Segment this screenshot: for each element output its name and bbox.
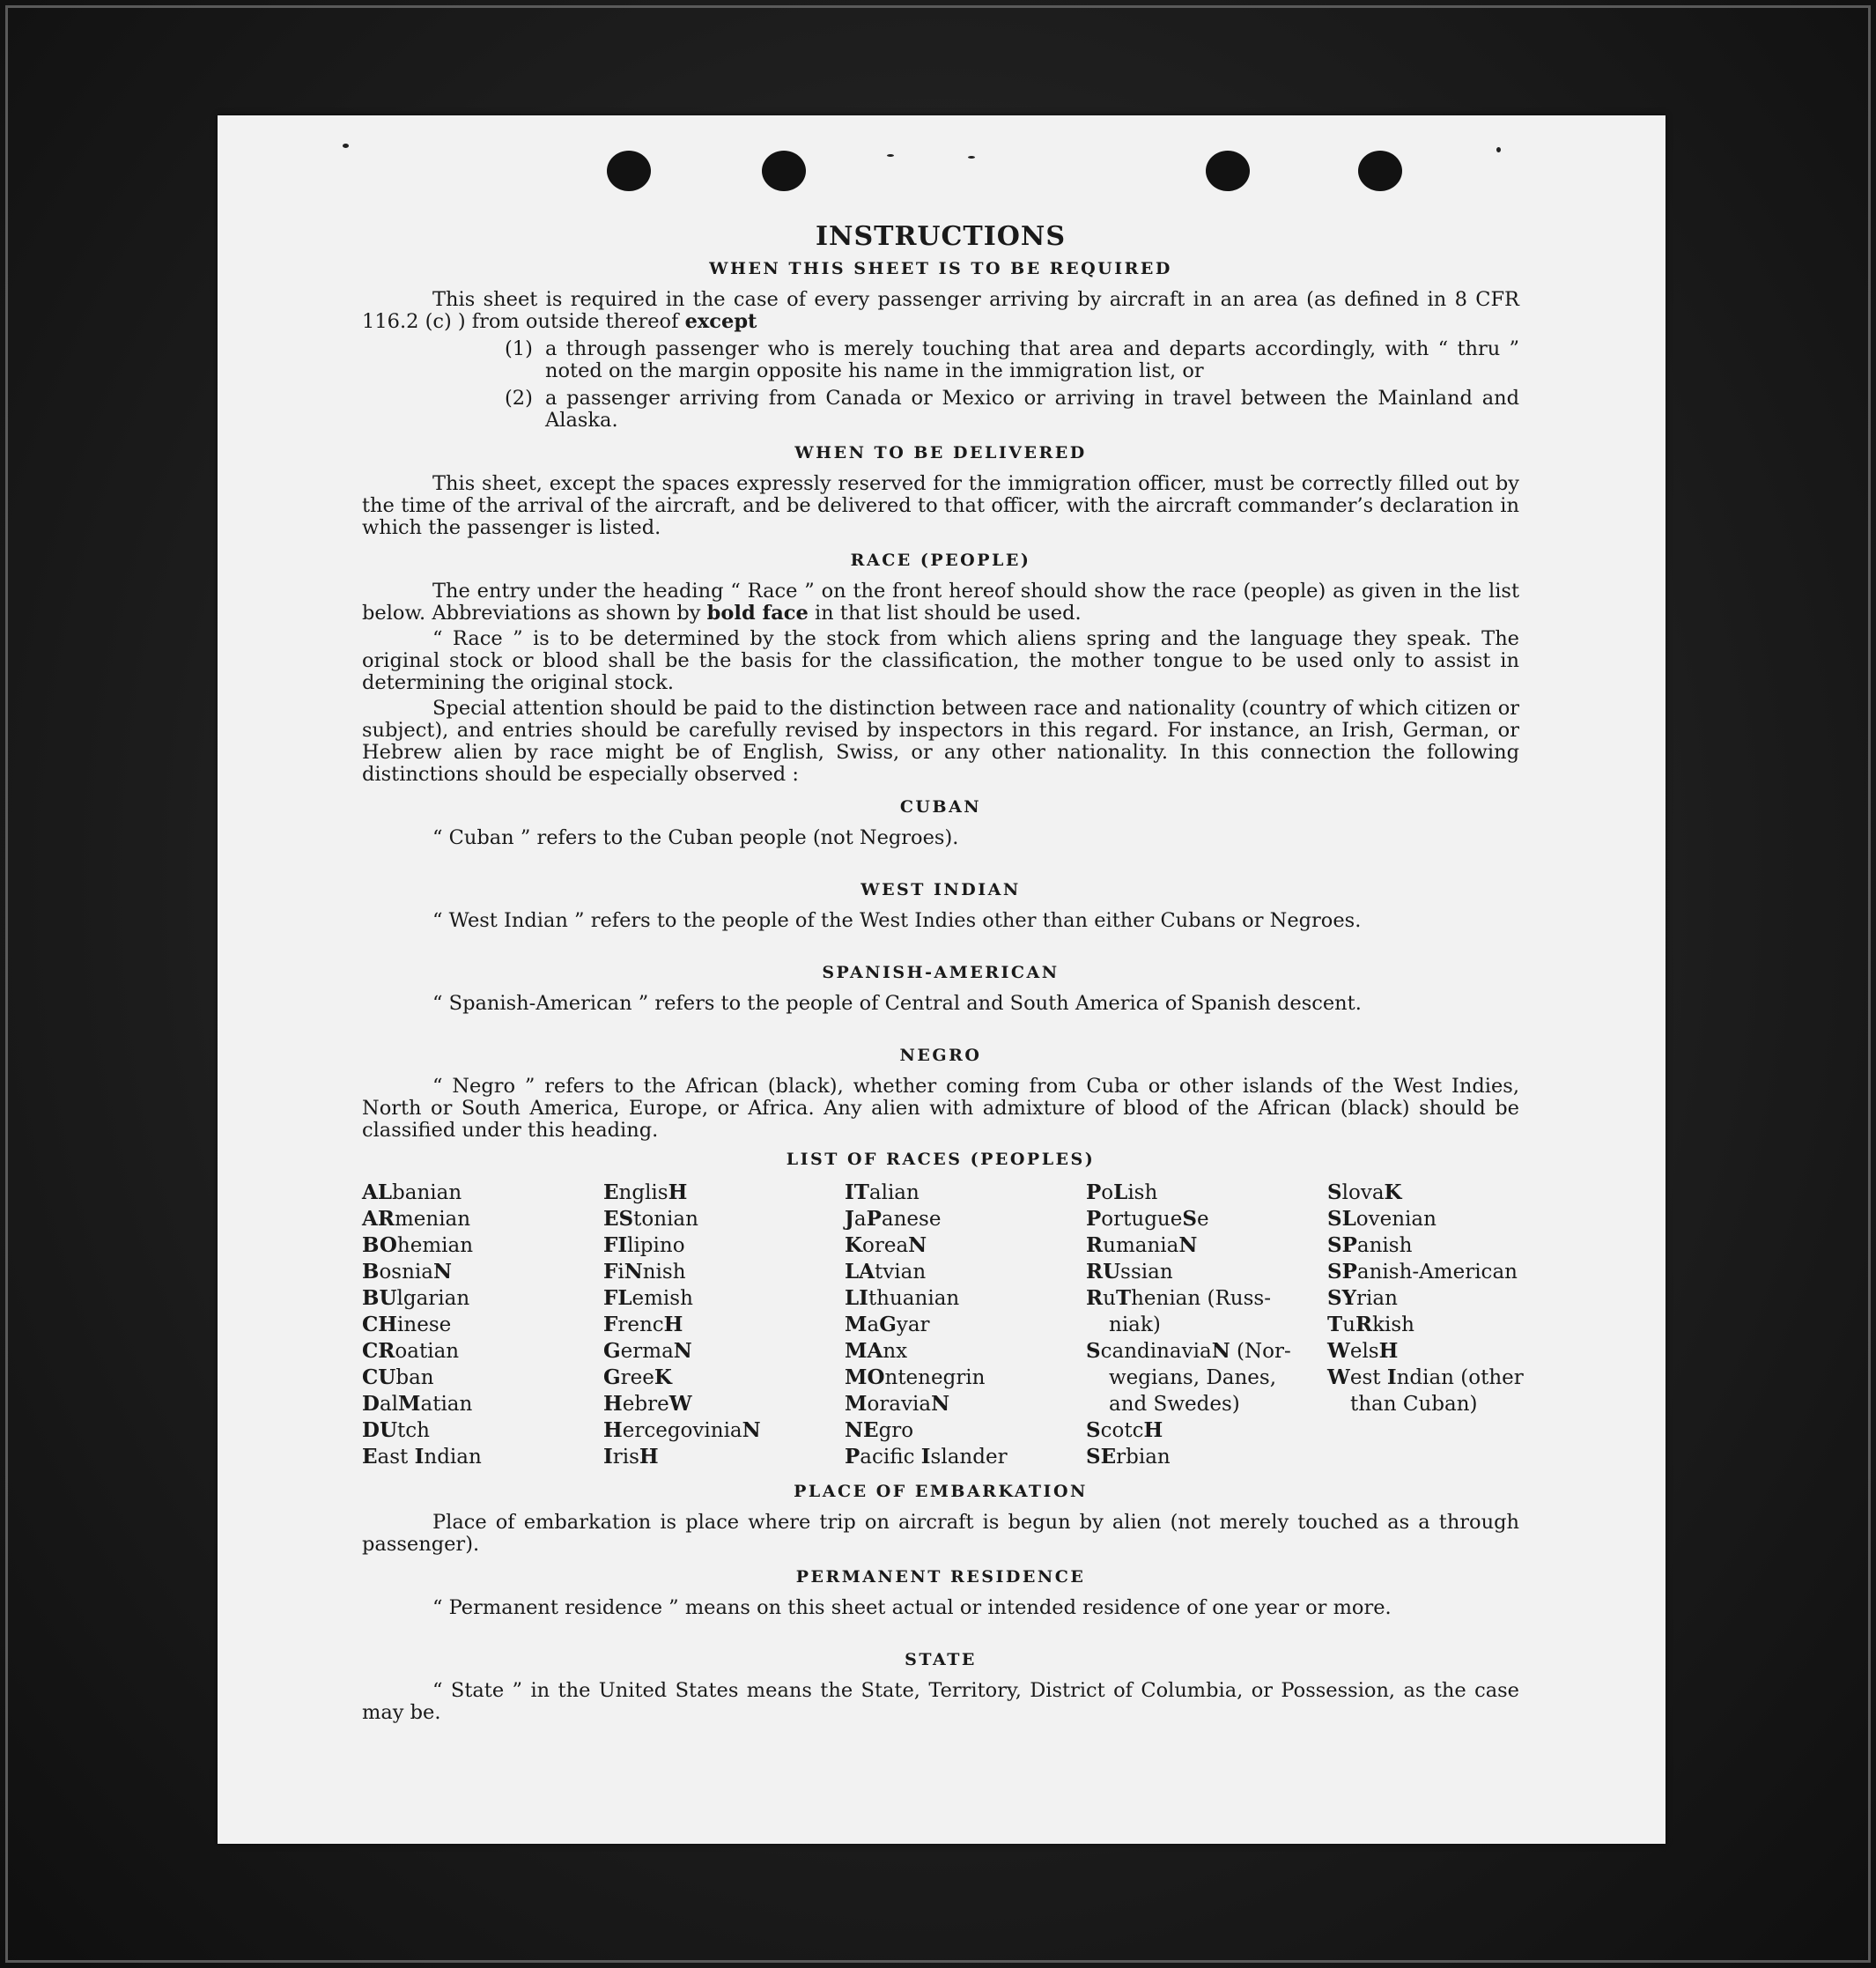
race-entry: CUban [362,1365,434,1389]
cuban-text: “ Cuban ” refers to the Cuban people (not Negroes). [432,826,959,849]
race-entry: EStonian [603,1207,698,1231]
races-column [1327,1180,1524,1470]
race-entry: Pacific Islander [845,1445,1008,1469]
punch-hole [1206,151,1250,191]
spanish-american-text: “ Spanish-American ” refers to the people of Central and South America of Spanish descent. [432,992,1362,1015]
race-entry: FLemish [603,1286,693,1310]
race-entry: DalMatian [362,1392,473,1416]
race-entry: FiNnish [603,1260,686,1284]
race-entry: FIlipino [603,1233,685,1257]
race-entry: SlovaK [1327,1180,1402,1204]
race-entry: NEgro [845,1418,914,1442]
races-column [845,1180,1086,1470]
race-entry: RumaniaN [1086,1233,1198,1257]
race-entry: than Cuban) [1350,1393,1478,1416]
race-paragraph-2: “ Race ” is to be determined by the stock from which aliens spring and the language they speak. The original stock or blood shall be the basis for the classification, the mother tongue to be used only to assist in determining the original stock. [362,627,1519,694]
heading-list-of-races: LIST OF RACES (PEOPLES) [786,1150,1096,1169]
race-entry: BUlgarian [362,1286,470,1310]
heading-west-indian: WEST INDIAN [860,880,1021,899]
punch-hole [762,151,806,191]
heading-cuban: CUBAN [899,797,982,817]
race-entry: BOhemian [362,1233,474,1257]
race-entry: ScandinaviaN (Nor- [1086,1339,1291,1363]
when-required-intro: This sheet is required in the case of every passenger arriving by aircraft in an area (as defined in 8 CFR 116.2 (c) ) from outside thereof except [362,288,1519,333]
document-sheet [218,115,1666,1844]
races-column [603,1180,845,1470]
race-paragraph-1: The entry under the heading “ Race ” on the front hereof should show the race (people) as given in the list below. Abbreviations as shown by bold face in that list should be used. [362,580,1519,625]
race-entry: EnglisH [603,1180,688,1204]
document-title: INSTRUCTIONS [816,221,1066,252]
race-paragraph-3: Special attention should be paid to the distinction between race and nationality (country of which citizen or subject), and entries should be carefully revised by inspectors in this regard. For instance, an Irish, German, or Hebrew alien by race might be of English, Swiss, or any other nationality. In this connection the following distinctions should be especially observed : [362,697,1519,786]
heading-permanent-residence: PERMANENT RESIDENCE [795,1567,1086,1587]
permanent-residence-text: “ Permanent residence ” means on this sheet actual or intended residence of one year or more. [432,1596,1392,1619]
race-entry: PoLish [1086,1180,1158,1204]
race-entry: ScotcH [1086,1418,1163,1442]
race-entry: niak) [1109,1313,1161,1336]
race-entry: and Swedes) [1109,1393,1240,1416]
race-entry: HebreW [603,1392,692,1416]
race-entry: CRoatian [362,1339,460,1363]
race-entry: SPanish-American [1327,1260,1518,1284]
exception-item: (1) a through passenger who is merely touching that area and departs accordingly, with “ thru ” noted on the margin opposite his name in the immigration list, or [505,337,1519,382]
race-entry: MaGyar [845,1313,930,1336]
races-column [362,1180,603,1470]
heading-state: STATE [905,1650,977,1669]
punch-hole [1358,151,1402,191]
race-entry: GreeK [603,1365,672,1389]
race-entry: MAnx [845,1339,908,1363]
race-entry: IrisH [603,1445,659,1469]
race-entry: East Indian [362,1445,482,1469]
race-entry: West Indian (other [1327,1365,1524,1389]
race-entry: PortugueSe [1086,1207,1209,1231]
race-entry: MoraviaN [845,1392,950,1416]
race-entry: DUtch [362,1418,430,1442]
heading-embarkation: PLACE OF EMBARKATION [794,1482,1088,1501]
race-entry: FrencH [603,1313,683,1336]
negro-text: “ Negro ” refers to the African (black), whether coming from Cuba or other islands of the West Indies, North or South America, Europe, or Africa. Any alien with admixture of blood of the African (black) should be classified under this heading. [362,1075,1519,1142]
heading-when-delivered: WHEN TO BE DELIVERED [794,443,1087,462]
heading-when-required: WHEN THIS SHEET IS TO BE REQUIRED [709,259,1172,278]
heading-race: RACE (PEOPLE) [850,551,1031,570]
dust-speck [968,156,975,159]
race-entry: CHinese [362,1313,452,1336]
when-delivered-text: This sheet, except the spaces expressly reserved for the immigration officer, must be correctly filled out by the time of the arrival of the aircraft, and be delivered to that officer, with the aircraft commander’s declaration in which the passenger is listed. [362,472,1519,539]
dust-speck [887,154,894,157]
embarkation-text: Place of embarkation is place where trip on aircraft is begun by alien (not merely touched as a through passenger). [362,1511,1519,1556]
dust-speck [1496,147,1501,152]
dust-speck [343,144,349,148]
punch-hole [607,151,651,191]
race-entry: WelsH [1327,1339,1399,1363]
race-entry: MOntenegrin [845,1365,986,1389]
race-entry: LAtvian [845,1260,927,1284]
race-entry: SErbian [1086,1445,1171,1469]
state-text: “ State ” in the United States means the State, Territory, District of Columbia, or Possession, as the case may be. [362,1679,1519,1724]
race-entry: wegians, Danes, [1109,1366,1277,1389]
race-entry: ARmenian [362,1207,471,1231]
race-entry: ALbanian [362,1180,462,1204]
race-entry: HercegoviniaN [603,1418,761,1442]
race-entry: RuThenian (Russ- [1086,1286,1271,1310]
race-entry: BosniaN [362,1260,453,1284]
race-entry: LIthuanian [845,1286,960,1310]
race-entry: RUssian [1086,1260,1173,1284]
west-indian-text: “ West Indian ” refers to the people of the West Indies other than either Cubans or Negroes. [432,909,1362,932]
races-column [1086,1180,1327,1470]
race-entry: SYrian [1327,1286,1398,1310]
heading-negro: NEGRO [899,1046,982,1065]
instructions-content [362,221,1524,1724]
exception-item: (2) a passenger arriving from Canada or Mexico or arriving in travel between the Mainland and Alaska. [505,387,1519,432]
race-entry: JaPanese [845,1207,942,1231]
race-entry: KoreaN [845,1233,927,1257]
race-entry: SLovenian [1327,1207,1437,1231]
race-entry: GermaN [603,1339,692,1363]
race-entry: SPanish [1327,1233,1413,1257]
race-entry: ITalian [845,1180,920,1204]
heading-spanish-american: SPANISH-AMERICAN [822,963,1060,982]
races-list [362,1180,1524,1470]
race-entry: TuRkish [1327,1313,1414,1336]
